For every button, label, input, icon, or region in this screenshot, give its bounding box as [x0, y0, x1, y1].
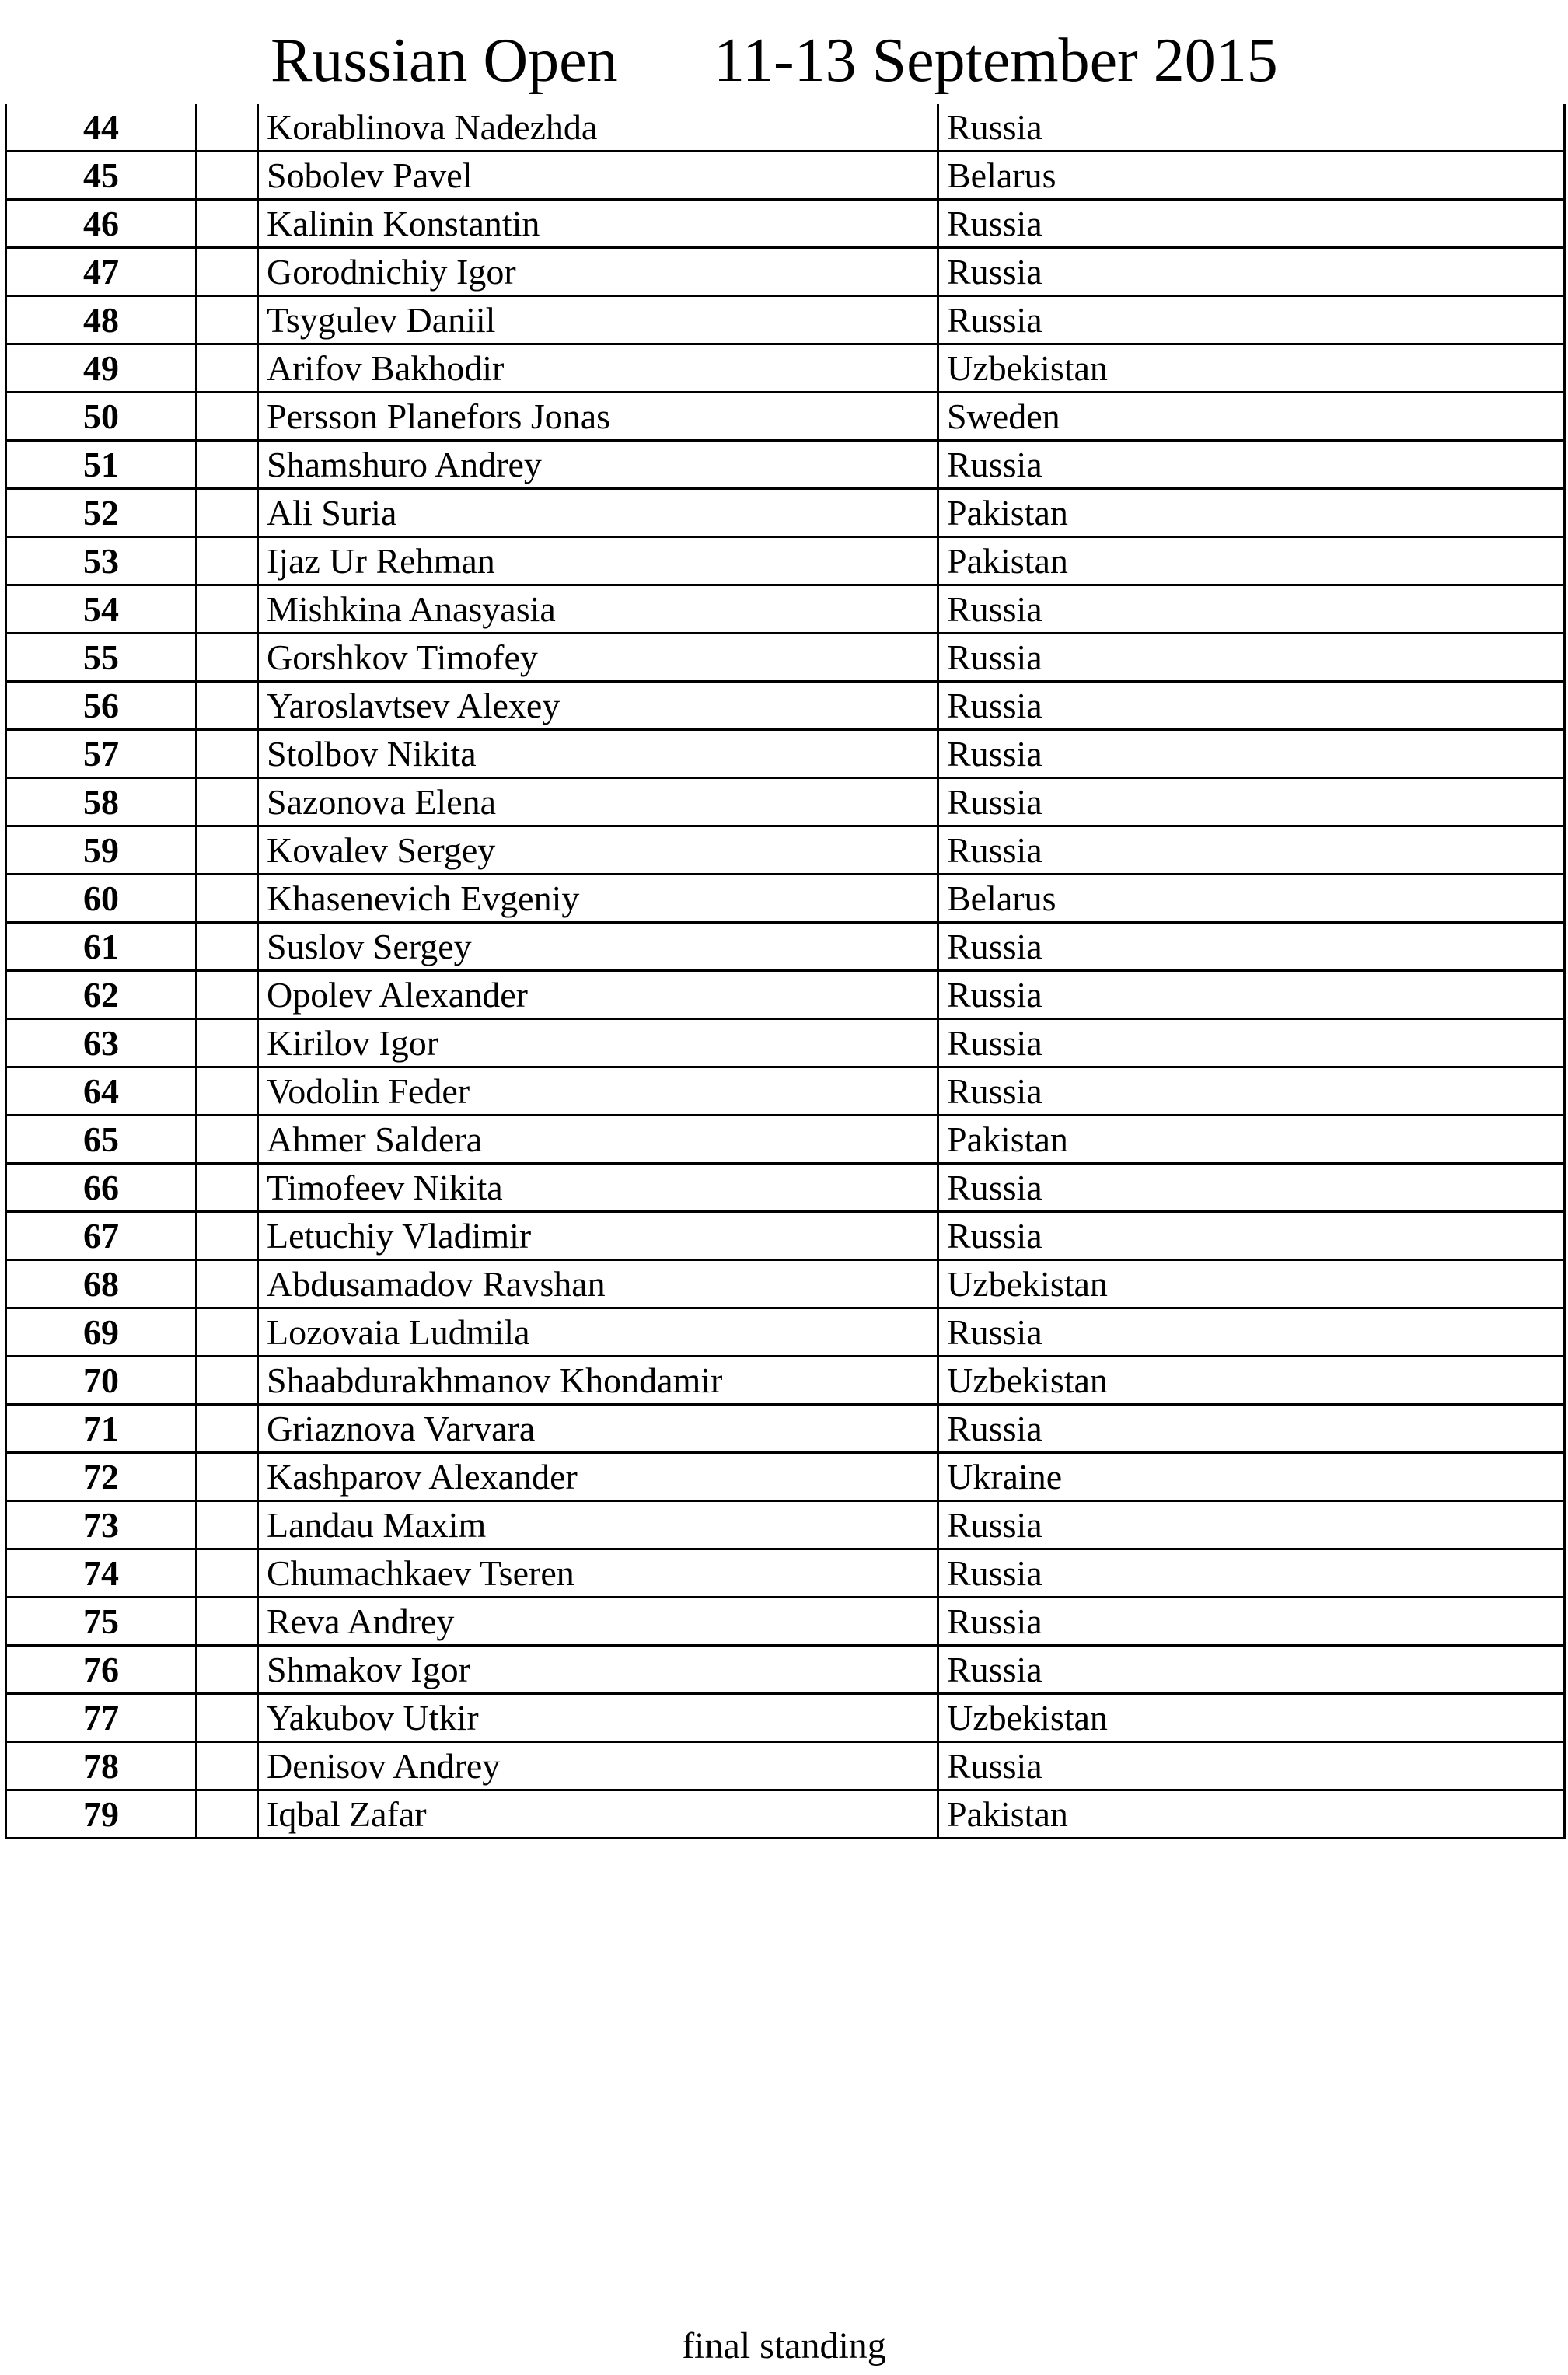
player-name-cell: Denisov Andrey — [258, 1742, 938, 1790]
standings-body — [6, 104, 1565, 1839]
empty-cell — [197, 923, 258, 971]
table-row — [6, 393, 1565, 441]
player-name-cell: Timofeev Nikita — [258, 1164, 938, 1212]
empty-cell — [197, 1357, 258, 1405]
country-cell: Russia — [938, 778, 1565, 826]
empty-cell — [197, 248, 258, 296]
country-cell: Pakistan — [938, 489, 1565, 537]
table-row — [6, 1453, 1565, 1501]
country-cell: Russia — [938, 730, 1565, 778]
place-cell: 49 — [6, 344, 197, 393]
empty-cell — [197, 296, 258, 344]
player-name-cell: Yakubov Utkir — [258, 1694, 938, 1742]
player-name-cell: Ali Suria — [258, 489, 938, 537]
table-row — [6, 1549, 1565, 1598]
player-name-cell: Griaznova Varvara — [258, 1405, 938, 1453]
place-cell: 67 — [6, 1212, 197, 1260]
country-cell: Belarus — [938, 152, 1565, 200]
place-cell: 72 — [6, 1453, 197, 1501]
player-name-cell: Vodolin Feder — [258, 1067, 938, 1116]
player-name-cell: Abdusamadov Ravshan — [258, 1260, 938, 1308]
place-cell: 63 — [6, 1019, 197, 1067]
player-name-cell: Ijaz Ur Rehman — [258, 537, 938, 585]
country-cell: Russia — [938, 248, 1565, 296]
place-cell: 76 — [6, 1646, 197, 1694]
player-name-cell: Gorodnichiy Igor — [258, 248, 938, 296]
country-cell: Russia — [938, 1308, 1565, 1357]
country-cell: Russia — [938, 1019, 1565, 1067]
page-title — [0, 22, 1568, 100]
table-row — [6, 971, 1565, 1019]
place-cell: 79 — [6, 1790, 197, 1839]
place-cell: 59 — [6, 826, 197, 875]
empty-cell — [197, 1405, 258, 1453]
empty-cell — [197, 1694, 258, 1742]
player-name-cell: Kirilov Igor — [258, 1019, 938, 1067]
place-cell: 78 — [6, 1742, 197, 1790]
place-cell: 64 — [6, 1067, 197, 1116]
player-name-cell: Shmakov Igor — [258, 1646, 938, 1694]
empty-cell — [197, 1164, 258, 1212]
place-cell: 65 — [6, 1116, 197, 1164]
place-cell: 57 — [6, 730, 197, 778]
empty-cell — [197, 1646, 258, 1694]
table-row — [6, 152, 1565, 200]
table-row — [6, 1598, 1565, 1646]
player-name-cell: Shamshuro Andrey — [258, 441, 938, 489]
country-cell: Russia — [938, 1549, 1565, 1598]
empty-cell — [197, 489, 258, 537]
event-name: Russian Open — [271, 26, 618, 95]
empty-cell — [197, 200, 258, 248]
place-cell: 62 — [6, 971, 197, 1019]
player-name-cell: Persson Planefors Jonas — [258, 393, 938, 441]
empty-cell — [197, 1308, 258, 1357]
place-cell: 68 — [6, 1260, 197, 1308]
country-cell: Russia — [938, 971, 1565, 1019]
country-cell: Sweden — [938, 393, 1565, 441]
table-row — [6, 585, 1565, 634]
place-cell: 50 — [6, 393, 197, 441]
table-row — [6, 248, 1565, 296]
table-row — [6, 875, 1565, 923]
standings-table — [5, 104, 1566, 1839]
table-row — [6, 1260, 1565, 1308]
place-cell: 44 — [6, 104, 197, 152]
table-row — [6, 826, 1565, 875]
player-name-cell: Landau Maxim — [258, 1501, 938, 1549]
country-cell: Russia — [938, 1742, 1565, 1790]
empty-cell — [197, 1260, 258, 1308]
empty-cell — [197, 682, 258, 730]
country-cell: Uzbekistan — [938, 1694, 1565, 1742]
place-cell: 55 — [6, 634, 197, 682]
player-name-cell: Stolbov Nikita — [258, 730, 938, 778]
place-cell: 77 — [6, 1694, 197, 1742]
empty-cell — [197, 1212, 258, 1260]
place-cell: 70 — [6, 1357, 197, 1405]
country-cell: Ukraine — [938, 1453, 1565, 1501]
place-cell: 73 — [6, 1501, 197, 1549]
player-name-cell: Lozovaia Ludmila — [258, 1308, 938, 1357]
empty-cell — [197, 1453, 258, 1501]
empty-cell — [197, 634, 258, 682]
place-cell: 74 — [6, 1549, 197, 1598]
country-cell: Russia — [938, 682, 1565, 730]
empty-cell — [197, 1019, 258, 1067]
empty-cell — [197, 875, 258, 923]
player-name-cell: Mishkina Anasyasia — [258, 585, 938, 634]
player-name-cell: Gorshkov Timofey — [258, 634, 938, 682]
place-cell: 69 — [6, 1308, 197, 1357]
player-name-cell: Kalinin Konstantin — [258, 200, 938, 248]
place-cell: 75 — [6, 1598, 197, 1646]
table-row — [6, 923, 1565, 971]
table-row — [6, 1116, 1565, 1164]
empty-cell — [197, 730, 258, 778]
place-cell: 56 — [6, 682, 197, 730]
country-cell: Russia — [938, 826, 1565, 875]
place-cell: 66 — [6, 1164, 197, 1212]
table-row — [6, 344, 1565, 393]
table-row — [6, 1357, 1565, 1405]
place-cell: 45 — [6, 152, 197, 200]
player-name-cell: Letuchiy Vladimir — [258, 1212, 938, 1260]
table-row — [6, 104, 1565, 152]
player-name-cell: Sazonova Elena — [258, 778, 938, 826]
place-cell: 52 — [6, 489, 197, 537]
player-name-cell: Khasenevich Evgeniy — [258, 875, 938, 923]
place-cell: 71 — [6, 1405, 197, 1453]
empty-cell — [197, 1501, 258, 1549]
country-cell: Russia — [938, 634, 1565, 682]
table-row — [6, 634, 1565, 682]
place-cell: 54 — [6, 585, 197, 634]
country-cell: Russia — [938, 1646, 1565, 1694]
table-row — [6, 1646, 1565, 1694]
place-cell: 60 — [6, 875, 197, 923]
player-name-cell: Opolev Alexander — [258, 971, 938, 1019]
player-name-cell: Ahmer Saldera — [258, 1116, 938, 1164]
table-row — [6, 489, 1565, 537]
empty-cell — [197, 1067, 258, 1116]
player-name-cell: Kovalev Sergey — [258, 826, 938, 875]
country-cell: Russia — [938, 1212, 1565, 1260]
event-dates: 11-13 September 2015 — [714, 26, 1278, 95]
empty-cell — [197, 1116, 258, 1164]
table-row — [6, 1501, 1565, 1549]
country-cell: Belarus — [938, 875, 1565, 923]
table-row — [6, 730, 1565, 778]
country-cell: Russia — [938, 1405, 1565, 1453]
empty-cell — [197, 778, 258, 826]
table-row — [6, 441, 1565, 489]
country-cell: Russia — [938, 441, 1565, 489]
country-cell: Russia — [938, 1164, 1565, 1212]
empty-cell — [197, 152, 258, 200]
table-row — [6, 1405, 1565, 1453]
place-cell: 46 — [6, 200, 197, 248]
player-name-cell: Reva Andrey — [258, 1598, 938, 1646]
country-cell: Pakistan — [938, 1116, 1565, 1164]
place-cell: 51 — [6, 441, 197, 489]
footer-caption: final standing — [682, 2325, 886, 2366]
empty-cell — [197, 104, 258, 152]
country-cell: Russia — [938, 296, 1565, 344]
place-cell: 47 — [6, 248, 197, 296]
table-row — [6, 1694, 1565, 1742]
country-cell: Russia — [938, 585, 1565, 634]
country-cell: Uzbekistan — [938, 344, 1565, 393]
player-name-cell: Suslov Sergey — [258, 923, 938, 971]
table-row — [6, 1212, 1565, 1260]
country-cell: Russia — [938, 1598, 1565, 1646]
table-row — [6, 682, 1565, 730]
place-cell: 53 — [6, 537, 197, 585]
country-cell: Uzbekistan — [938, 1260, 1565, 1308]
player-name-cell: Yaroslavtsev Alexey — [258, 682, 938, 730]
table-row — [6, 1308, 1565, 1357]
empty-cell — [197, 1598, 258, 1646]
empty-cell — [197, 1742, 258, 1790]
table-row — [6, 200, 1565, 248]
player-name-cell: Arifov Bakhodir — [258, 344, 938, 393]
empty-cell — [197, 585, 258, 634]
table-row — [6, 1742, 1565, 1790]
empty-cell — [197, 1549, 258, 1598]
empty-cell — [197, 1790, 258, 1839]
player-name-cell: Chumachkaev Tseren — [258, 1549, 938, 1598]
table-row — [6, 1067, 1565, 1116]
country-cell: Pakistan — [938, 1790, 1565, 1839]
country-cell: Pakistan — [938, 537, 1565, 585]
empty-cell — [197, 393, 258, 441]
country-cell: Russia — [938, 104, 1565, 152]
table-row — [6, 1019, 1565, 1067]
empty-cell — [197, 537, 258, 585]
player-name-cell: Sobolev Pavel — [258, 152, 938, 200]
place-cell: 58 — [6, 778, 197, 826]
player-name-cell: Shaabdurakhmanov Khondamir — [258, 1357, 938, 1405]
table-row — [6, 778, 1565, 826]
player-name-cell: Iqbal Zafar — [258, 1790, 938, 1839]
table-row — [6, 296, 1565, 344]
table-row — [6, 537, 1565, 585]
country-cell: Uzbekistan — [938, 1357, 1565, 1405]
table-row — [6, 1790, 1565, 1839]
place-cell: 48 — [6, 296, 197, 344]
country-cell: Russia — [938, 923, 1565, 971]
table-row — [6, 1164, 1565, 1212]
empty-cell — [197, 344, 258, 393]
empty-cell — [197, 441, 258, 489]
player-name-cell: Korablinova Nadezhda — [258, 104, 938, 152]
empty-cell — [197, 826, 258, 875]
country-cell: Russia — [938, 200, 1565, 248]
country-cell: Russia — [938, 1501, 1565, 1549]
empty-cell — [197, 971, 258, 1019]
player-name-cell: Tsygulev Daniil — [258, 296, 938, 344]
country-cell: Russia — [938, 1067, 1565, 1116]
player-name-cell: Kashparov Alexander — [258, 1453, 938, 1501]
place-cell: 61 — [6, 923, 197, 971]
